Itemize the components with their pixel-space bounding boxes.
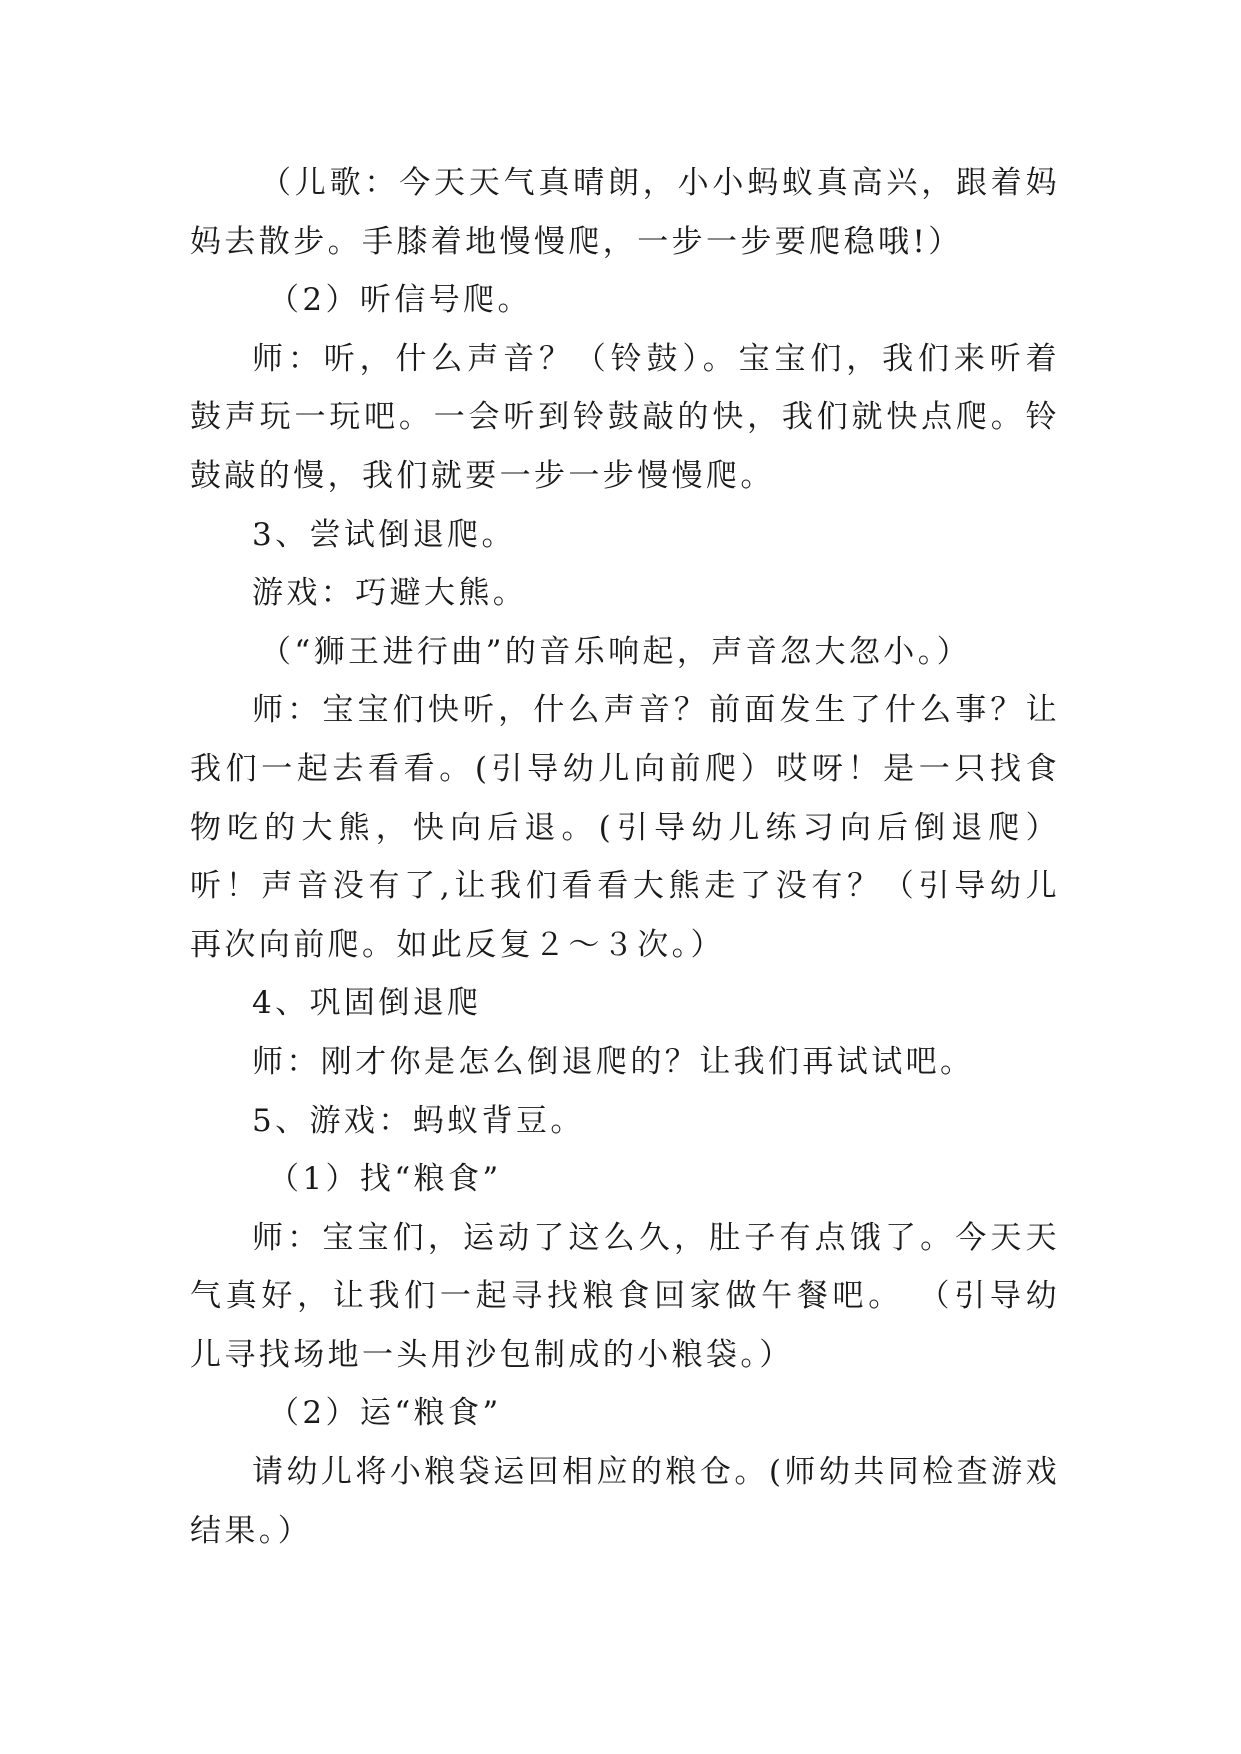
paragraph-carry-food-instruction: 请幼儿将小粮袋运回相应的粮仓。(师幼共同检查游戏结果。） [190,1454,1060,1549]
paragraph-music-note: （“狮王进行曲”的音乐响起，声音忽大忽小。） [260,633,971,670]
paragraph-step-4-heading: 4、巩固倒退爬 [252,985,482,1022]
paragraph-nursery-rhyme: （儿歌：今天天气真晴朗，小小蚂蚁真高兴，跟着妈妈去散步。手膝着地慢慢爬，一步一步要爬稳哦!） [190,165,1060,260]
paragraph-teacher-bell-drum: 师：听，什么声音？（铃鼓）。宝宝们，我们来听着鼓声玩一玩吧。一会听到铃鼓敲的快，我们就快点爬。铃鼓敲的慢，我们就要一步一步慢慢爬。 [190,340,1060,494]
paragraph-step-3-heading: 3、尝试倒退爬。 [252,516,516,553]
paragraph-teacher-try-again: 师：刚才你是怎么倒退爬的？让我们再试试吧。 [252,1043,975,1080]
document-body [190,154,1060,1560]
paragraph-teacher-find-food: 师：宝宝们，运动了这么久，肚子有点饿了。今天天气真好，让我们一起寻找粮食回家做午餐吧。 （引导幼儿寻找场地一头用沙包制成的小粮袋。） [190,1219,1060,1373]
paragraph-carry-food-heading: （2）运“粮食” [268,1395,502,1432]
paragraph-step-5-heading: 5、游戏：蚂蚁背豆。 [252,1102,585,1139]
paragraph-game-avoid-bear: 游戏：巧避大熊。 [252,575,528,612]
paragraph-teacher-bear-story: 师：宝宝们快听，什么声音？前面发生了什么事？让我们一起去看看。(引导幼儿向前爬）哎呀！是一只找食物吃的大熊，快向后退。(引导幼儿练习向后倒退爬）听！声音没有了,让我们看看大熊走了没有？（引导幼儿再次向前爬。如此反复２～３次。） [190,692,1060,963]
paragraph-listen-signal-heading: （2）听信号爬。 [268,282,532,319]
paragraph-find-food-heading: （1）找“粮食” [268,1161,502,1198]
